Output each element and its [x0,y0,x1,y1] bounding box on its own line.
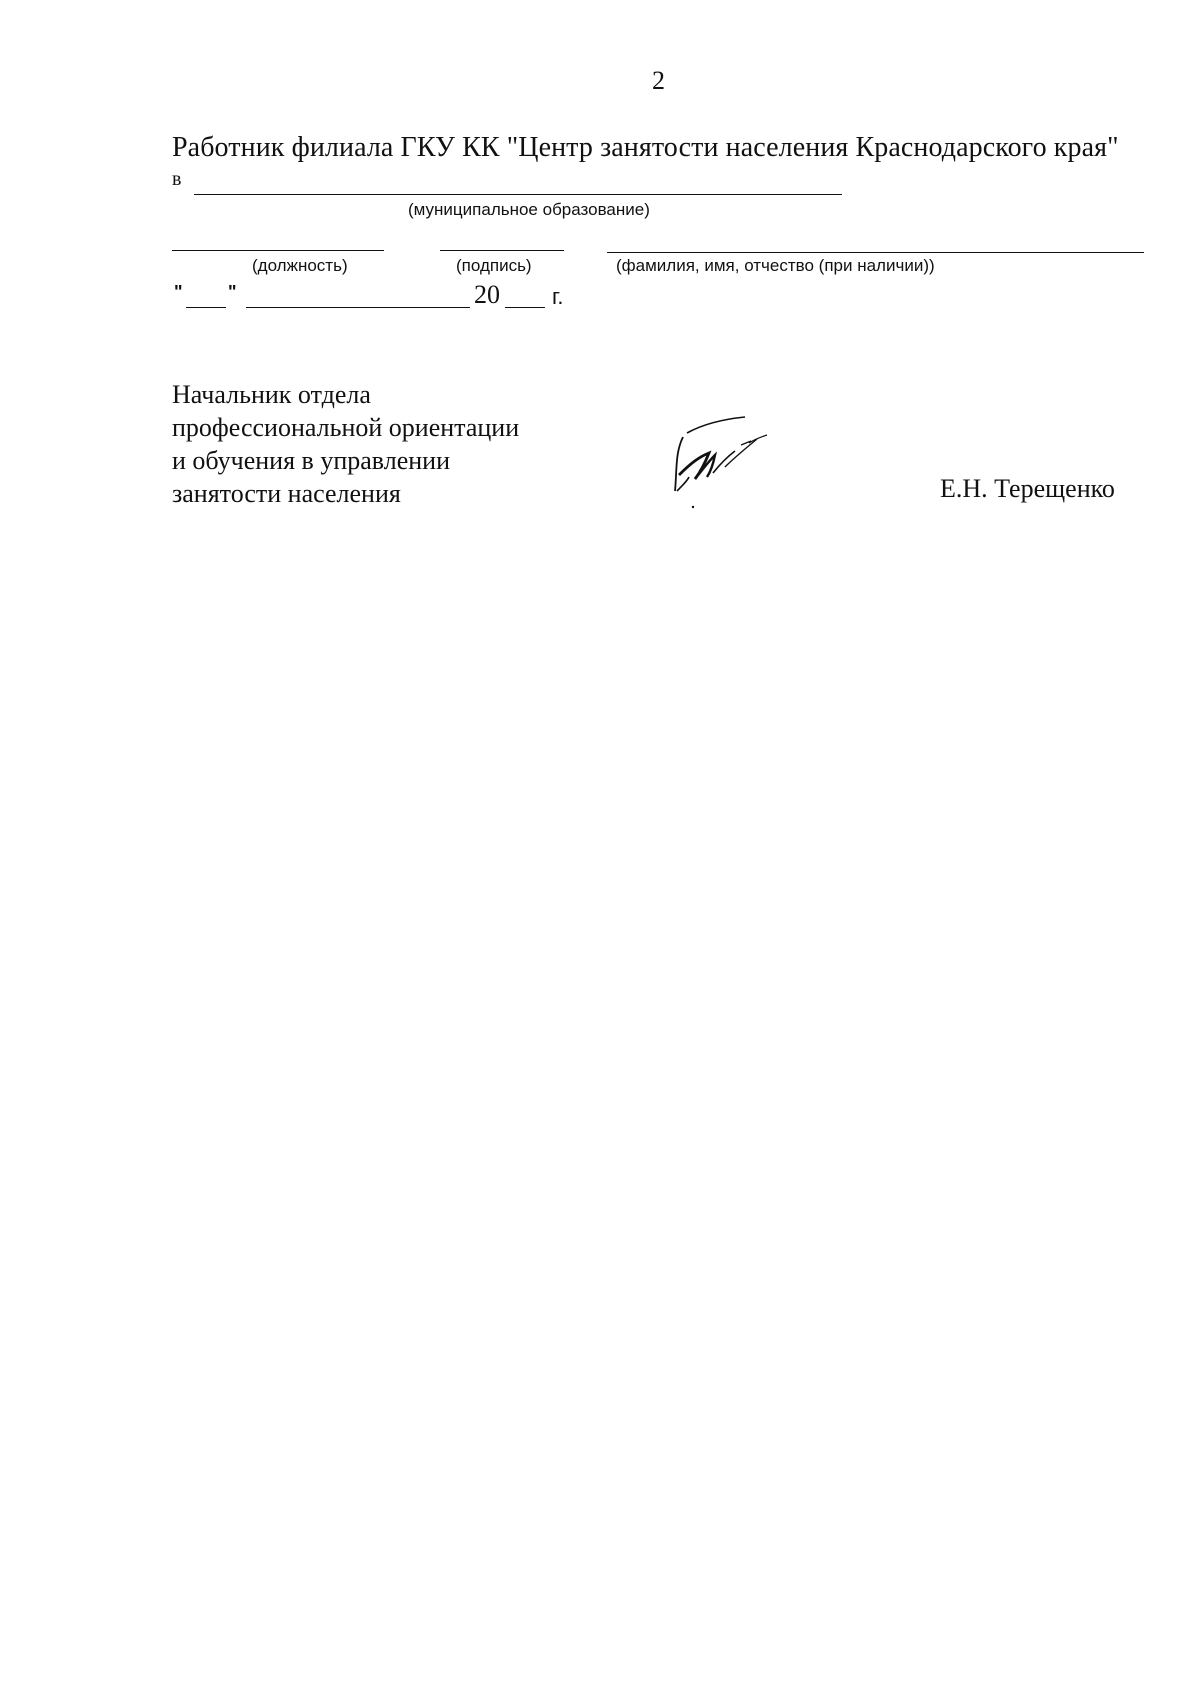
signature-blank-line [440,250,564,251]
position-caption: (должность) [252,256,348,275]
page-number: 2 [652,66,665,95]
date-year-blank-line [505,307,545,308]
municipality-prefix: в [172,168,182,190]
date-close-quote: " [228,282,237,302]
date-open-quote: " [174,282,183,302]
position-blank-line [172,250,384,251]
fullname-caption: (фамилия, имя, отчество (при наличии)) [616,256,935,275]
date-day-blank-line [186,307,226,308]
fullname-blank-line [607,252,1144,253]
signature-caption: (подпись) [456,256,532,275]
approver-name: Е.Н. Терещенко [940,474,1115,503]
date-year-prefix: 20 [474,280,500,309]
date-month-blank-line [246,307,470,308]
municipality-blank-line [194,194,842,195]
date-year-suffix: г. [552,284,564,309]
municipality-caption: (муниципальное образование) [408,200,650,219]
approver-position-line: Начальник отдела [172,380,371,409]
approver-position [172,378,519,510]
approver-position-line: профессиональной ориентации [172,413,520,442]
approver-position-line: занятости населения [172,479,401,508]
document-heading: Работник филиала ГКУ КК "Центр занятости населения Краснодарского края" [172,132,1119,163]
handwritten-signature [665,405,785,525]
approver-position-line: и обучения в управлении [172,446,450,475]
